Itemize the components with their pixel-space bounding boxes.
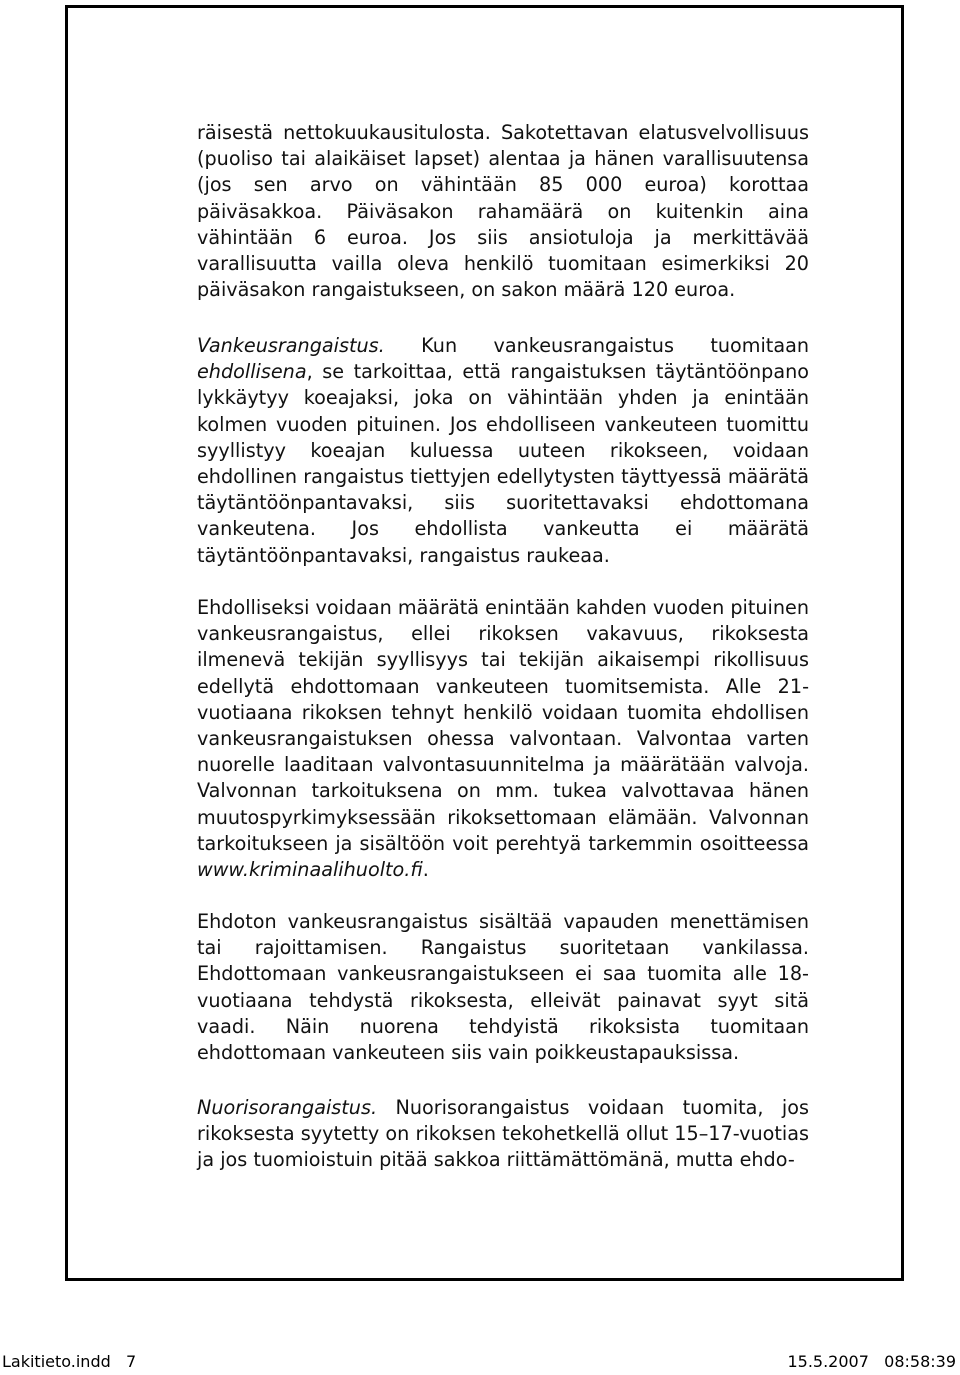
paragraph-text: Nuorisorangaistus voidaan tuomita, jos rikoksesta syytetty on rikoksen tekohetkellä ollut 15–17-vuotias ja jos tuomioistuin pitää sakkoa riittämättömänä, mutta ehdo-: [197, 1096, 809, 1172]
website-link[interactable]: www.kriminaalihuolto.fi: [197, 858, 423, 882]
section-heading-nuorisorangaistus: Nuorisorangaistus.: [197, 1096, 378, 1119]
paragraph-paivasakko: [197, 120, 809, 303]
slug-timestamp: 15.5.2007 08:58:39: [787, 1352, 956, 1371]
paragraph-vankeusrangaistus: [197, 333, 809, 569]
term-ehdollisena: ehdollisena: [197, 360, 307, 384]
paragraph-nuorisorangaistus: [197, 1095, 809, 1174]
paragraph-text: Ehdoton vankeusrangaistus sisältää vapauden menettämisen tai rajoittamisen. Rangaistus suoritetaan vankilassa. Ehdottomaan vankeusrangaistukseen ei saa tuomita alle 18-vuotiaana tehdystä rikoksesta, elleivät painavat syyt sitä vaadi. Näin nuorena tehdyistä rikoksista tuomitaan ehdottomaan vankeuteen siis vain poikkeustapauksissa.: [197, 910, 809, 1065]
paragraph-ehdoton: [197, 909, 809, 1066]
paragraph-text: Kun vankeusrangaistus tuomitaan: [384, 334, 809, 357]
paragraph-ehdollinen: [197, 595, 809, 883]
section-heading-vankeusrangaistus: Vankeusrangaistus.: [197, 334, 385, 357]
paragraph-text: .: [422, 858, 429, 882]
slug-file-info: Lakitieto.indd 7: [2, 1352, 137, 1371]
paragraph-text: , se tarkoittaa, että rangaistuksen täytäntöönpano lykkäytyy koeajaksi, joka on vähintään yhden ja enintään kolmen vuoden pituinen. Jos ehdolliseen vankeuteen tuomittu syyllistyy koeajan kuluessa uuteen rikokseen, voidaan ehdollinen rangaistus tiettyjen edellytysten täyttyessä määrätä täytäntöönpantavaksi, siis suoritettavaksi ehdottomana vankeutena. Jos ehdollista vankeutta ei määrätä täytäntöönpantavaksi, rangaistus raukeaa.: [197, 360, 809, 567]
paragraph-text: Ehdolliseksi voidaan määrätä enintään kahden vuoden pituinen vankeusrangaistus, ellei rikoksen vakavuus, rikoksesta ilmenevä tekijän syyllisyys tai tekijän aikaisempi rikollisuus edellytä ehdottomaan vankeuteen tuomitsemista. Alle 21-vuotiaana rikoksen tehnyt henkilö voidaan tuomita ehdollisen vankeusrangaistuksen ohessa valvontaan. Valvontaa varten nuorelle laaditaan valvontasuunnitelma ja määrätään valvoja. Valvonnan tarkoituksena on mm. tukea valvottavaa hänen muutospyrkimyksessään rikoksettomaan elämään. Valvonnan tarkoitukseen ja sisältöön voit perehtyä tarkemmin osoitteessa: [197, 596, 809, 855]
paragraph-text: räisestä nettokuukausitulosta. Sakotettavan elatusvelvollisuus (puoliso tai alaikäiset lapset) alentaa ja hänen varallisuutensa (jos sen arvo on vähintään 85 000 euroa) korottaa päiväsakkoa. Päiväsakon rahamäärä on kuitenkin aina vähintään 6 euroa. Jos siis ansiotuloja ja merkittävää varallisuutta vailla oleva henkilö tuomitaan esimerkiksi 20 päiväsakon rangaistukseen, on sakon määrä 120 euroa.: [197, 121, 809, 302]
